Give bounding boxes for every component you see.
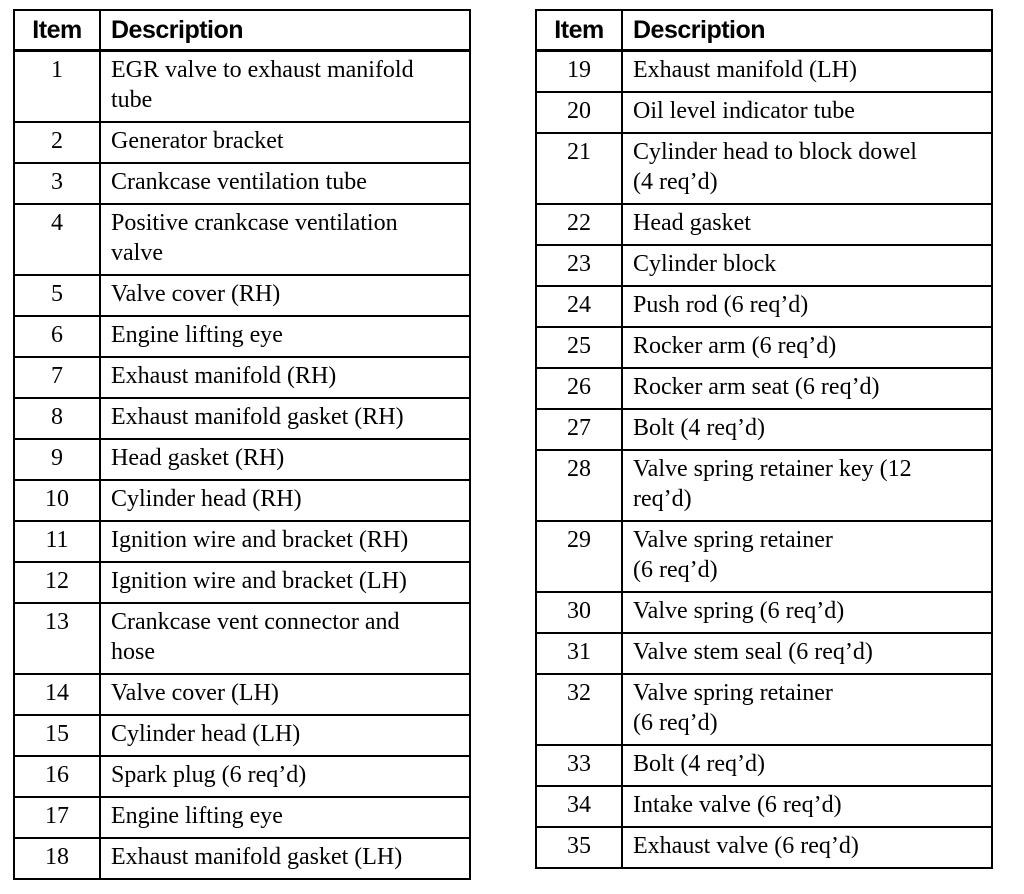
description-line: Push rod (6 req’d) [633,292,809,318]
item-description [100,521,470,562]
description-line: Spark plug (6 req’d) [111,762,307,788]
description-line: Ignition wire and bracket (LH) [111,568,407,594]
table-row [536,327,992,368]
header-row [14,10,470,51]
description-column-header: Description [100,10,470,51]
table-row [536,592,992,633]
description-line: Oil level indicator tube [633,98,855,124]
item-column-header: Item [536,10,622,51]
table-row [536,450,992,521]
item-number: 12 [14,562,100,603]
description-line: Engine lifting eye [111,322,283,348]
item-description [622,245,992,286]
item-description [622,133,992,204]
header-row [536,10,992,51]
item-description [622,368,992,409]
item-number: 8 [14,398,100,439]
description-line: Valve spring retainer [633,680,833,706]
description-line: req’d) [633,486,692,512]
item-description [622,286,992,327]
item-number: 9 [14,439,100,480]
table-row [14,715,470,756]
item-number: 21 [536,133,622,204]
item-number: 30 [536,592,622,633]
item-description [100,163,470,204]
description-line: Positive crankcase ventilation [111,210,398,236]
description-line: Bolt (4 req’d) [633,751,765,777]
item-number: 14 [14,674,100,715]
table-row [14,357,470,398]
description-line: Head gasket (RH) [111,445,285,471]
item-description [622,204,992,245]
item-number: 31 [536,633,622,674]
item-number: 24 [536,286,622,327]
description-line: Cylinder head to block dowel [633,139,917,165]
table-row [536,409,992,450]
description-line: Cylinder block [633,251,777,277]
description-line: Generator bracket [111,128,284,154]
item-number: 27 [536,409,622,450]
table-row [536,92,992,133]
table-row [14,603,470,674]
item-description [100,797,470,838]
description-line: Valve spring retainer key (12 [633,456,912,482]
item-description [622,745,992,786]
item-description [622,786,992,827]
item-number: 19 [536,51,622,93]
item-description [100,562,470,603]
item-description [622,51,992,93]
parts-table-left [13,9,471,880]
description-line: Crankcase ventilation tube [111,169,367,195]
item-number: 5 [14,275,100,316]
description-line: Exhaust manifold (LH) [633,57,857,83]
description-line: (6 req’d) [633,557,718,583]
item-description [100,51,470,123]
item-number: 17 [14,797,100,838]
item-description [100,480,470,521]
description-line: Bolt (4 req’d) [633,415,765,441]
description-line: Valve stem seal (6 req’d) [633,639,873,665]
item-number: 25 [536,327,622,368]
description-line: Engine lifting eye [111,803,283,829]
description-column-header: Description [622,10,992,51]
description-line: Exhaust manifold gasket (LH) [111,844,403,870]
item-number: 26 [536,368,622,409]
item-description [100,439,470,480]
item-number: 3 [14,163,100,204]
item-description [622,521,992,592]
item-description [100,122,470,163]
item-description [100,756,470,797]
item-description [100,316,470,357]
description-line: valve [111,240,163,266]
item-number: 7 [14,357,100,398]
item-description [100,603,470,674]
table-row [536,521,992,592]
table-row [536,827,992,868]
description-line: hose [111,639,155,665]
description-line: Cylinder head (LH) [111,721,301,747]
description-line: Cylinder head (RH) [111,486,302,512]
item-description [100,838,470,879]
table-row [536,51,992,93]
description-line: Exhaust valve (6 req’d) [633,833,859,859]
description-line: Valve cover (LH) [111,680,279,706]
description-line: Rocker arm (6 req’d) [633,333,837,359]
item-number: 4 [14,204,100,275]
table-row [14,275,470,316]
item-number: 10 [14,480,100,521]
item-number: 34 [536,786,622,827]
description-line: Rocker arm seat (6 req’d) [633,374,880,400]
item-column-header: Item [14,10,100,51]
item-description [622,592,992,633]
parts-table-right [535,9,993,869]
item-number: 29 [536,521,622,592]
table-row [14,316,470,357]
table-row [536,133,992,204]
item-number: 22 [536,204,622,245]
table-row [536,204,992,245]
item-description [622,633,992,674]
description-line: Valve spring (6 req’d) [633,598,845,624]
item-number: 6 [14,316,100,357]
table-row [14,439,470,480]
table-row [14,163,470,204]
table-row [14,756,470,797]
item-description [100,715,470,756]
description-line: Exhaust manifold (RH) [111,363,337,389]
item-description [622,450,992,521]
table-row [536,745,992,786]
description-line: Ignition wire and bracket (RH) [111,527,409,553]
table-row [536,286,992,327]
description-line: tube [111,87,153,113]
description-line: Valve spring retainer [633,527,833,553]
table-row [14,204,470,275]
item-description [622,674,992,745]
item-description [622,92,992,133]
table-row [14,51,470,123]
table-row [536,786,992,827]
description-line: Head gasket [633,210,751,236]
item-description [100,357,470,398]
description-line: EGR valve to exhaust manifold [111,57,414,83]
table-row [14,674,470,715]
item-number: 11 [14,521,100,562]
item-description [622,409,992,450]
item-number: 32 [536,674,622,745]
table-row [14,480,470,521]
item-number: 2 [14,122,100,163]
description-line: Valve cover (RH) [111,281,281,307]
item-description [100,398,470,439]
table-row [536,674,992,745]
item-number: 13 [14,603,100,674]
table-row [14,398,470,439]
item-number: 20 [536,92,622,133]
table-row [536,633,992,674]
item-description [100,275,470,316]
item-description [100,674,470,715]
table-row [14,797,470,838]
description-line: (4 req’d) [633,169,718,195]
table-row [14,562,470,603]
item-description [622,327,992,368]
table-row [536,245,992,286]
item-number: 15 [14,715,100,756]
description-line: (6 req’d) [633,710,718,736]
item-description [100,204,470,275]
table-row [14,521,470,562]
table-row [14,838,470,879]
item-number: 35 [536,827,622,868]
description-line: Intake valve (6 req’d) [633,792,842,818]
item-number: 28 [536,450,622,521]
item-number: 16 [14,756,100,797]
table-row [536,368,992,409]
item-number: 33 [536,745,622,786]
description-line: Crankcase vent connector and [111,609,400,635]
item-number: 18 [14,838,100,879]
item-number: 1 [14,51,100,123]
table-row [14,122,470,163]
item-number: 23 [536,245,622,286]
item-description [622,827,992,868]
description-line: Exhaust manifold gasket (RH) [111,404,404,430]
